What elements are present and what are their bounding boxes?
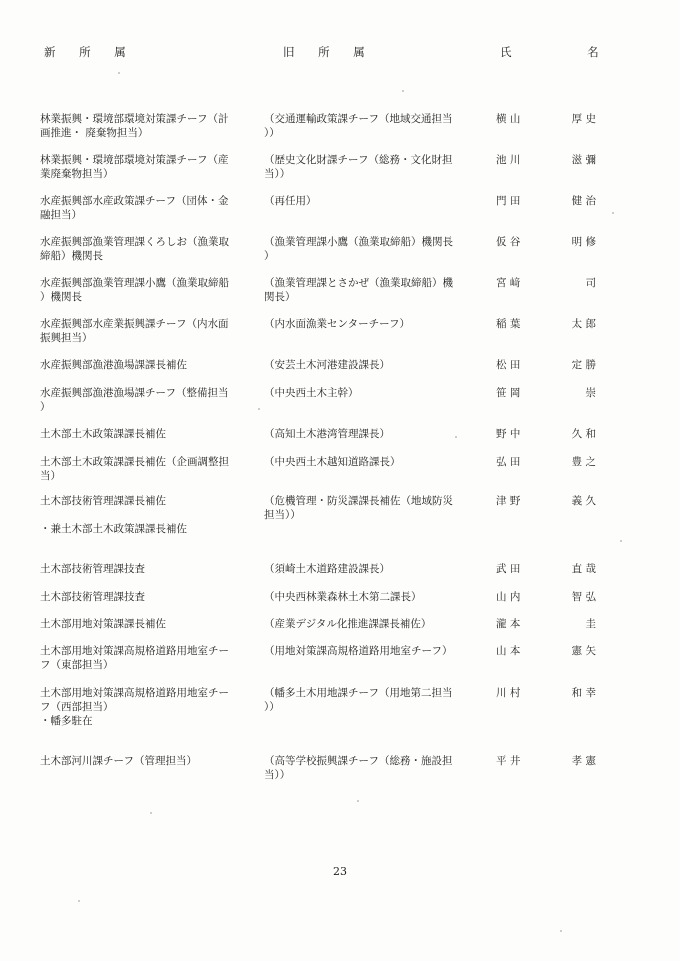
new-post: 林業振興・環境部環境対策課チーフ（産 業廃棄物担当） (40, 154, 229, 180)
scan-speck (402, 90, 404, 92)
scan-speck (118, 72, 120, 74)
surname: 川 村 (496, 687, 521, 699)
given-name: 定 勝 (571, 359, 596, 371)
surname: 池 川 (496, 154, 521, 166)
person-name (496, 644, 596, 658)
given-name: 厚 史 (571, 113, 596, 125)
surname: 笹 岡 (496, 387, 521, 399)
old-post: （歴史文化財課チーフ（総務・文化財担 当）） (264, 154, 453, 180)
given-name: 健 治 (571, 195, 596, 207)
new-post: 土木部用地対策課高規格道路用地室チー フ（東部担当） (40, 645, 229, 671)
new-post: 水産振興部漁業管理課くろしお（漁業取 締船）機関長 (40, 236, 229, 262)
person-name (496, 386, 596, 400)
surname: 弘 田 (496, 456, 521, 468)
person-name (496, 235, 596, 249)
old-post: （安芸土木河港建設課長） (264, 359, 390, 371)
new-post: 水産振興部漁港漁場課チーフ（整備担当 ） (40, 387, 229, 413)
surname: 山 内 (496, 591, 521, 603)
old-post: （高等学校振興課チーフ（総務・施設担 当）） (264, 755, 453, 781)
new-post: 水産振興部水産業振興課チーフ（内水面 振興担当） (40, 318, 229, 344)
given-name: 滋 彌 (571, 154, 596, 166)
given-name: 崇 (585, 387, 596, 399)
given-name: 圭 (585, 618, 596, 630)
person-name (496, 358, 596, 372)
person-name (496, 427, 596, 441)
header-new-post: 新 所 属 (44, 45, 136, 59)
person-name (496, 562, 596, 576)
new-post: 土木部河川課チーフ（管理担当） (40, 755, 197, 767)
person-name (496, 317, 596, 331)
given-name: 直 哉 (571, 563, 596, 575)
person-name (496, 754, 596, 768)
given-name: 久 和 (571, 428, 596, 440)
given-name: 智 弘 (571, 591, 596, 603)
old-post: （漁業管理課小鷹（漁業取締船）機関長 ） (264, 236, 453, 262)
page-number: 23 (333, 865, 347, 878)
scan-speck (78, 900, 80, 902)
person-name (496, 153, 596, 167)
surname: 稲 葉 (496, 318, 521, 330)
surname: 門 田 (496, 195, 521, 207)
concurrent-post-note: ・兼土木部土木政策課課長補佐 (40, 523, 187, 535)
old-post: （高知土木港湾管理課長） (264, 428, 390, 440)
old-post: （交通運輸政策課チーフ（地域交通担当 ）） (264, 113, 453, 139)
old-post: （幡多土木用地課チーフ（用地第二担当 ）） (264, 687, 453, 713)
scan-speck (150, 812, 152, 814)
new-post: 土木部技術管理課課長補佐 (40, 495, 166, 507)
header-old-post: 旧 所 属 (283, 45, 375, 59)
surname: 武 田 (496, 563, 521, 575)
old-post: （中央西林業森林土木第二課長） (264, 591, 422, 603)
old-post: （産業デジタル化推進課課長補佐） (264, 618, 432, 630)
surname: 山 本 (496, 645, 521, 657)
new-post: 土木部技術管理課技査 (40, 563, 145, 575)
new-post: 土木部用地対策課課長補佐 (40, 618, 166, 630)
new-post: 林業振興・環境部環境対策課チーフ（計 画推進・ 廃棄物担当） (40, 113, 229, 139)
surname: 平 井 (496, 755, 521, 767)
surname: 瀧 本 (496, 618, 521, 630)
new-post: 水産振興部漁業管理課小鷹（漁業取締船 ）機関長 (40, 277, 229, 303)
person-name (496, 112, 596, 126)
person-name (496, 590, 596, 604)
given-name: 憲 矢 (571, 645, 596, 657)
scan-speck (455, 436, 457, 438)
header-name: 氏 名 (500, 45, 635, 59)
surname: 松 田 (496, 359, 521, 371)
surname: 野 中 (496, 428, 521, 440)
surname: 津 野 (496, 495, 521, 507)
surname: 宮 﨑 (496, 277, 521, 289)
old-post: （内水面漁業センターチーフ） (264, 318, 411, 330)
given-name: 豊 之 (571, 456, 596, 468)
given-name: 司 (585, 277, 596, 289)
person-name (496, 617, 596, 631)
new-post: 水産振興部漁港漁場課課長補佐 (40, 359, 187, 371)
scan-speck (612, 212, 614, 214)
new-post: 土木部土木政策課課長補佐（企画調整担 当） (40, 456, 229, 482)
person-name (496, 455, 596, 469)
person-name (496, 686, 596, 700)
scan-speck (560, 930, 562, 932)
old-post: （用地対策課高規格道路用地室チーフ） (264, 645, 453, 657)
new-post: 土木部技術管理課技査 (40, 591, 145, 603)
old-post: （危機管理・防災課課長補佐（地域防災 担当）） (264, 495, 453, 521)
person-name (496, 276, 596, 290)
person-name (496, 494, 596, 508)
given-name: 和 幸 (571, 687, 596, 699)
surname: 仮 谷 (496, 236, 521, 248)
new-post: 土木部用地対策課高規格道路用地室チー フ（西部担当） (40, 687, 229, 713)
old-post: （中央西土木主幹） (264, 387, 359, 399)
scan-speck (258, 408, 260, 410)
old-post: （漁業管理課とさかぜ（漁業取締船）機 関長） (264, 277, 453, 303)
old-post: （須崎土木道路建設課長） (264, 563, 390, 575)
given-name: 太 郎 (571, 318, 596, 330)
given-name: 義 久 (571, 495, 596, 507)
posting-note: ・幡多駐在 (40, 715, 93, 727)
new-post: 土木部土木政策課課長補佐 (40, 428, 166, 440)
given-name: 孝 憲 (571, 755, 596, 767)
old-post: （中央西土木越知道路課長） (264, 456, 401, 468)
person-name (496, 194, 596, 208)
scan-speck (620, 540, 622, 542)
old-post: （再任用） (264, 195, 317, 207)
new-post: 水産振興部水産政策課チーフ（団体・金 融担当） (40, 195, 229, 221)
given-name: 明 修 (571, 236, 596, 248)
surname: 横 山 (496, 113, 521, 125)
scan-speck (357, 800, 359, 802)
